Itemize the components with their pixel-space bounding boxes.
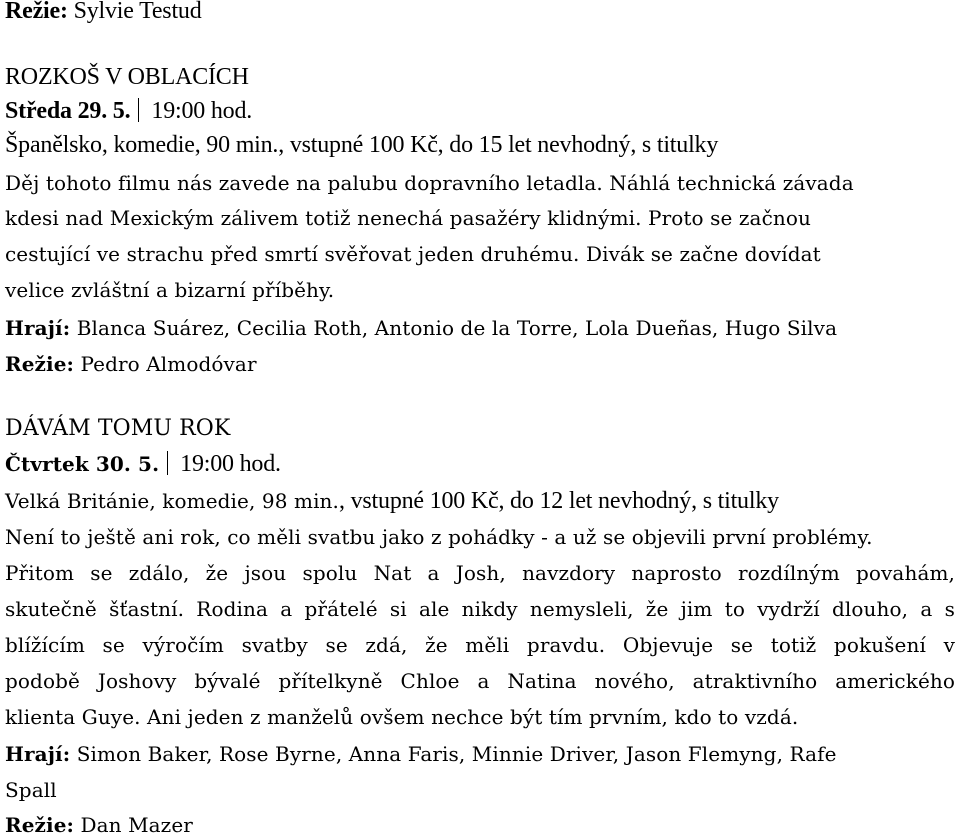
- film2-cast-line: [5, 739, 837, 769]
- film2-director: Dan Mazer: [80, 813, 193, 837]
- film2-cast-continued: Spall: [5, 778, 57, 802]
- film2-title: DÁVÁM TOMU ROK: [5, 416, 231, 441]
- director-label: Režie:: [5, 0, 68, 24]
- film2-info: [5, 486, 779, 516]
- film1-synopsis-line: Děj tohoto filmu nás zavede na palubu dopravního letadla. Náhlá technická závada: [5, 171, 854, 195]
- film1-schedule: [5, 96, 252, 126]
- film2-synopsis-line: Není to ještě ani rok, co měli svatbu jako z pohádky - a už se objevili první problémy.: [5, 525, 873, 549]
- film1-synopsis-line: cestující ve strachu před smrtí svěřovat jeden druhému. Divák se začne dovídat: [5, 242, 821, 266]
- film2-director-line: [5, 810, 193, 840]
- film2-synopsis-line: Přitom se zdálo, že jsou spolu Nat a Josh, navzdory naprosto rozdílným povahám,: [5, 561, 955, 585]
- film1-day: Středa 29. 5.: [5, 98, 131, 124]
- film1-synopsis-line: kdesi nad Mexickým zálivem totiž nenechá pasažéry klidnými. Proto se začnou: [5, 206, 811, 230]
- film1-director: Pedro Almodóvar: [80, 352, 257, 376]
- film2-synopsis-line: blížícím se výročím svatby se zdá, že měli pravdu. Objevuje se totiž pokušení v: [5, 633, 955, 657]
- director-label: Režie:: [5, 813, 75, 837]
- film2-time: 19:00 hod.: [180, 451, 281, 477]
- film2-day: Čtvrtek 30. 5.: [5, 452, 160, 476]
- cast-label: Hrají:: [5, 316, 71, 340]
- film1-cast-line: [5, 313, 837, 343]
- cast-label: Hrají:: [5, 742, 71, 766]
- time-separator: [167, 451, 168, 475]
- film1-director-line: [5, 349, 257, 379]
- time-separator: [138, 98, 139, 122]
- film1-info: Španělsko, komedie, 90 min., vstupné 100 Kč, do 15 let nevhodný, s titulky: [5, 132, 719, 158]
- film2-info-rest: , vstupné 100 Kč, do 12 let nevhodný, s titulky: [339, 488, 779, 514]
- film1-synopsis-line: velice zvláštní a bizarní příběhy.: [5, 278, 335, 302]
- director-name: Sylvie Testud: [73, 0, 202, 24]
- film2-synopsis-line: podobě Joshovy bývalé přítelkyně Chloe a Natina nového, atraktivního amerického: [5, 669, 955, 693]
- film2-synopsis-line: klienta Guye. Ani jeden z manželů ovšem nechce být tím prvním, kdo to vzdá.: [5, 705, 799, 729]
- film1-title: ROZKOŠ V OBLACÍCH: [5, 64, 249, 90]
- previous-director-line: [5, 0, 202, 26]
- film2-info-country: Velká Británie, komedie, 98 min.: [5, 489, 340, 513]
- director-label: Režie:: [5, 352, 75, 376]
- film1-time: 19:00 hod.: [151, 98, 253, 124]
- film2-schedule: [5, 449, 281, 479]
- film2-cast: Simon Baker, Rose Byrne, Anna Faris, Minnie Driver, Jason Flemyng, Rafe: [76, 742, 837, 766]
- film2-synopsis-line: skutečně šťastní. Rodina a přátelé si ale nikdy nemysleli, že jim to vydrží dlouho, a s: [5, 597, 955, 621]
- film1-cast: Blanca Suárez, Cecilia Roth, Antonio de la Torre, Lola Dueñas, Hugo Silva: [76, 316, 838, 340]
